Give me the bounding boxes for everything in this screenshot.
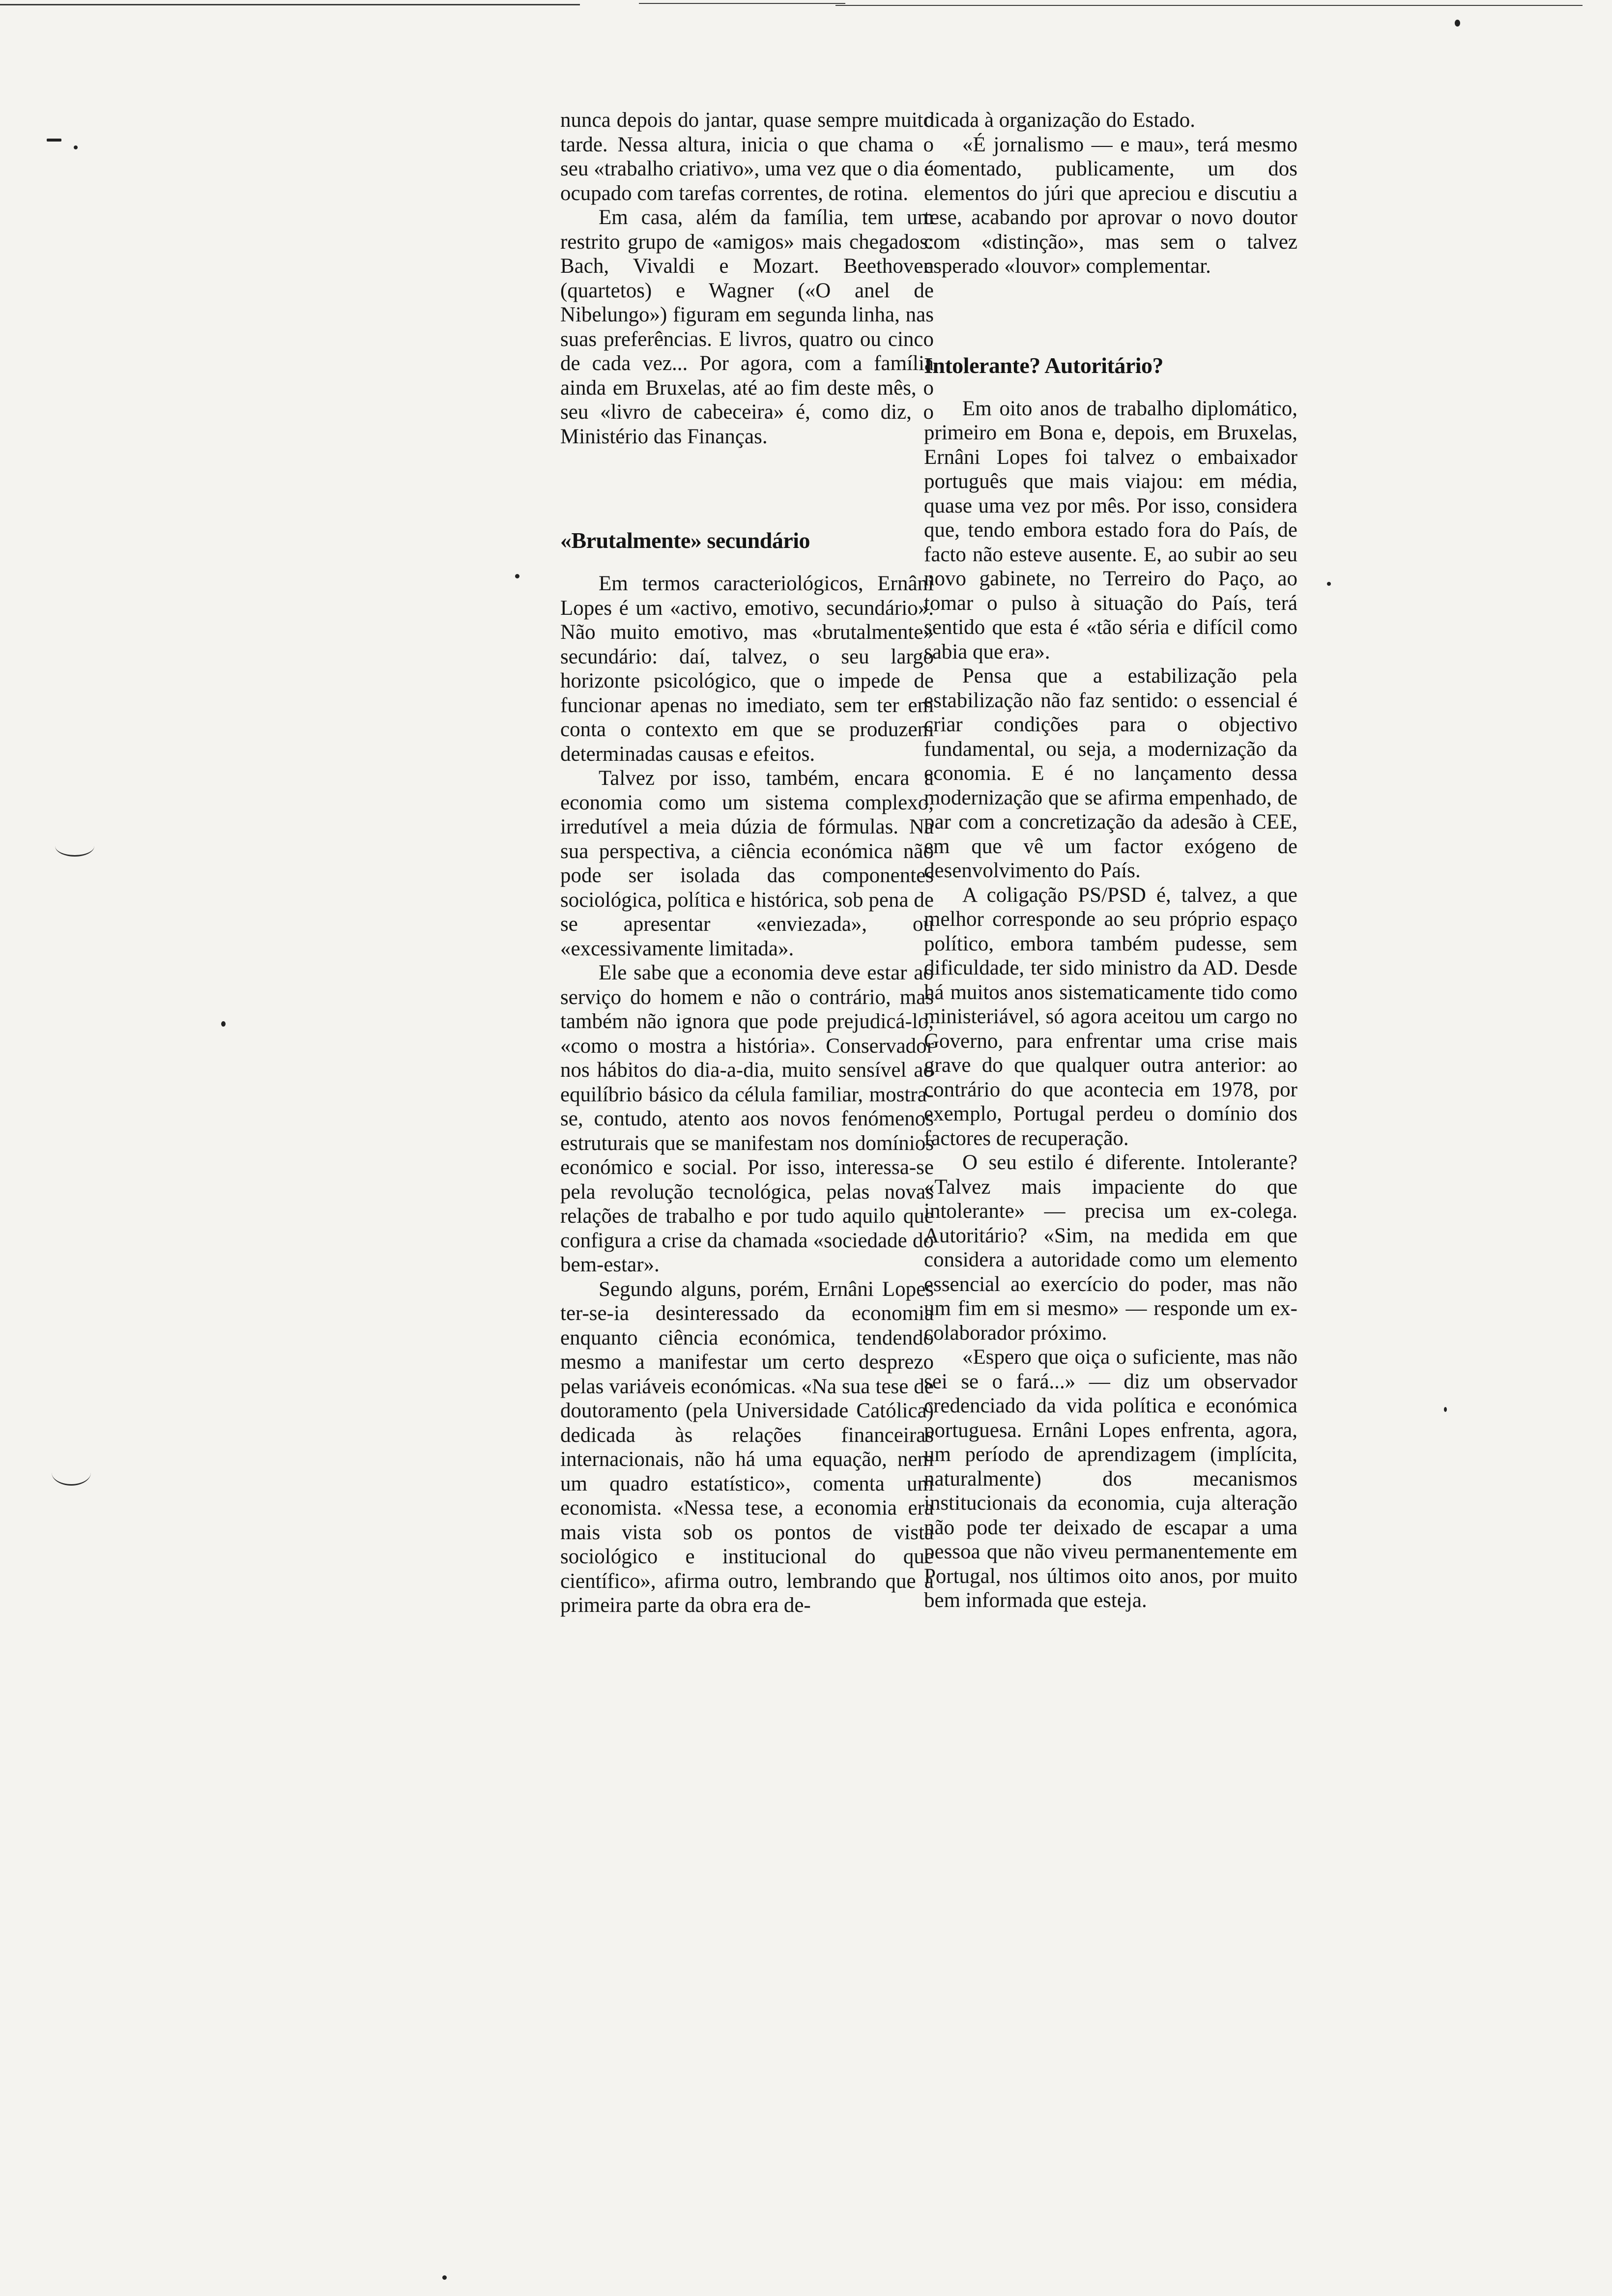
article-paragraph: «É jornalismo — e mau», terá mesmo comentado, publicamente, um dos elementos do júri que apreciou e discutiu a tese, acabando por aprovar o novo doutor com «distinção», mas sem o talvez esperado «louvor» complementar.: [924, 133, 1297, 278]
right-column: [924, 108, 1297, 1613]
top-rule-middle: [639, 3, 845, 4]
article-paragraph: Ele sabe que a economia deve estar ao serviço do homem e não o contrário, mas também não ignora que pode prejudicá-lo, «como o mostra a história». Conservador nos hábitos do dia-a-dia, muito sensível ao equilíbrio básico da célula familiar, mostra-se, contudo, atento aos novos fenómenos estruturais que se manifestam nos domínios económico e social. Por isso, interessa-se pela revolução tecnológica, pelas novas relações de trabalho e por tudo aquilo que configura a crise da chamada «sociedade do bem-estar».: [560, 961, 934, 1276]
margin-dot-4: [1444, 1407, 1447, 1412]
bottom-dot: [442, 2275, 447, 2280]
article-paragraph: Talvez por isso, também, encara a economia como um sistema complexo, irredutível a meia dúzia de fórmulas. Na sua perspectiva, a ciência económica não pode ser isolada das componentes sociológica, política e histórica, sob pena de se apresentar «enviezada», ou «excessivamente limitada».: [560, 767, 934, 960]
top-rule-right: [835, 5, 1583, 6]
article-paragraph: O seu estilo é diferente. Intolerante? «Talvez mais impaciente do que intolerante» — precisa um ex-colega. Autoritário? «Sim, na medida em que considera a autoridade como um elemento essencial ao exercício do poder, mas não um fim em si mesmo» — responde um ex-colaborador próximo.: [924, 1151, 1297, 1345]
article-paragraph: Em oito anos de trabalho diplomático, primeiro em Bona e, depois, em Bruxelas, Ernâni Lopes foi talvez o embaixador português que mais viajou: em média, quase uma vez por mês. Por isso, considera que, tendo embora estado fora do País, de facto não esteve ausente. E, ao subir ao seu novo gabinete, no Terreiro do Paço, ao tomar o pulso à situação do País, terá sentido que esta é «tão séria e difícil como sabia que era».: [924, 397, 1297, 663]
left-margin-mark-2: [52, 1460, 91, 1486]
margin-dot-2: [221, 1021, 226, 1027]
article-paragraph: «Espero que oiça o suficiente, mas não sei se o fará...» — diz um observador credenciado da vida política e económica portuguesa. Ernâni Lopes enfrenta, agora, um período de aprendizagem (implícita, naturalmente) dos mecanismos institucionais da economia, cuja alteração não pode ter deixado de escapar a uma pessoa que não viveu permanentemente em Portugal, nos últimos oito anos, por muito bem informada que esteja.: [924, 1346, 1297, 1612]
article-paragraph: dicada à organização do Estado.: [924, 109, 1195, 132]
article-paragraph: Em termos caracteriológicos, Ernâni Lopes é um «activo, emotivo, secundário». Não muito emotivo, mas «brutalmente» secundário: daí, talvez, o seu largo horizonte psicológico, que o impede de funcionar apenas no imediato, sem ter em conta o contexto em que se produzem determinadas causas e efeitos.: [560, 572, 934, 766]
top-rule-left: [0, 4, 580, 5]
article-paragraph: Pensa que a estabilização pela estabilização não faz sentido: o essencial é criar condições para o objectivo fundamental, ou seja, a modernização da economia. E é no lançamento dessa modernização que se afirma empenhado, de par com a concretização da adesão à CEE, em que vê um factor exógeno de desenvolvimento do País.: [924, 664, 1297, 882]
left-dot-1: [74, 145, 78, 149]
top-right-speck: [1455, 20, 1460, 27]
left-dash: [47, 139, 61, 142]
left-margin-mark-1: [55, 835, 94, 857]
article-paragraph: Em casa, além da família, tem um restrito grupo de «amigos» mais chegados: Bach, Vivaldi e Mozart. Beethoven (quartetos) e Wagner («O anel de Nibelungo») figuram em segunda linha, nas suas preferências. E livros, quatro ou cinco de cada vez... Por agora, com a família ainda em Bruxelas, até ao fim deste mês, o seu «livro de cabeceira» é, como diz, o Ministério das Finanças.: [560, 206, 934, 448]
margin-dot-1: [515, 574, 519, 578]
article-paragraph: nunca depois do jantar, quase sempre muito tarde. Nessa altura, inicia o que chama o seu «trabalho criativo», uma vez que o dia é ocupado com tarefas correntes, de rotina.: [560, 109, 934, 205]
margin-dot-3: [1327, 582, 1331, 586]
section-subheading: «Brutalmente» secundário: [560, 528, 810, 553]
article-paragraph: A coligação PS/PSD é, talvez, a que melhor corresponde ao seu próprio espaço político, embora também pudesse, sem dificuldade, ter sido ministro da AD. Desde há muitos anos sistematicamente tido como ministeriável, só agora aceitou um cargo no Governo, para enfrentar uma crise mais grave do que qualquer outra anterior: ao contrário do que acontecia em 1978, por exemplo, Portugal perdeu o domínio dos factores de recuperação.: [924, 883, 1297, 1150]
article-paragraph: Segundo alguns, porém, Ernâni Lopes ter-se-ia desinteressado da economia enquanto ciência económica, tendendo mesmo a manifestar um certo desprezo pelas variáveis económicas. «Na sua tese de doutoramento (pela Universidade Católica) dedicada às relações financeiras internacionais, não há uma equação, nem um quadro estatístico», comenta um economista. «Nessa tese, a economia era mais vista sob os pontos de vista sociológico e institucional do que científico», afirma outro, lembrando que a primeira parte da obra era de-: [560, 1277, 934, 1617]
section-subheading: Intolerante? Autoritário?: [924, 352, 1164, 378]
left-column: [560, 108, 934, 1618]
